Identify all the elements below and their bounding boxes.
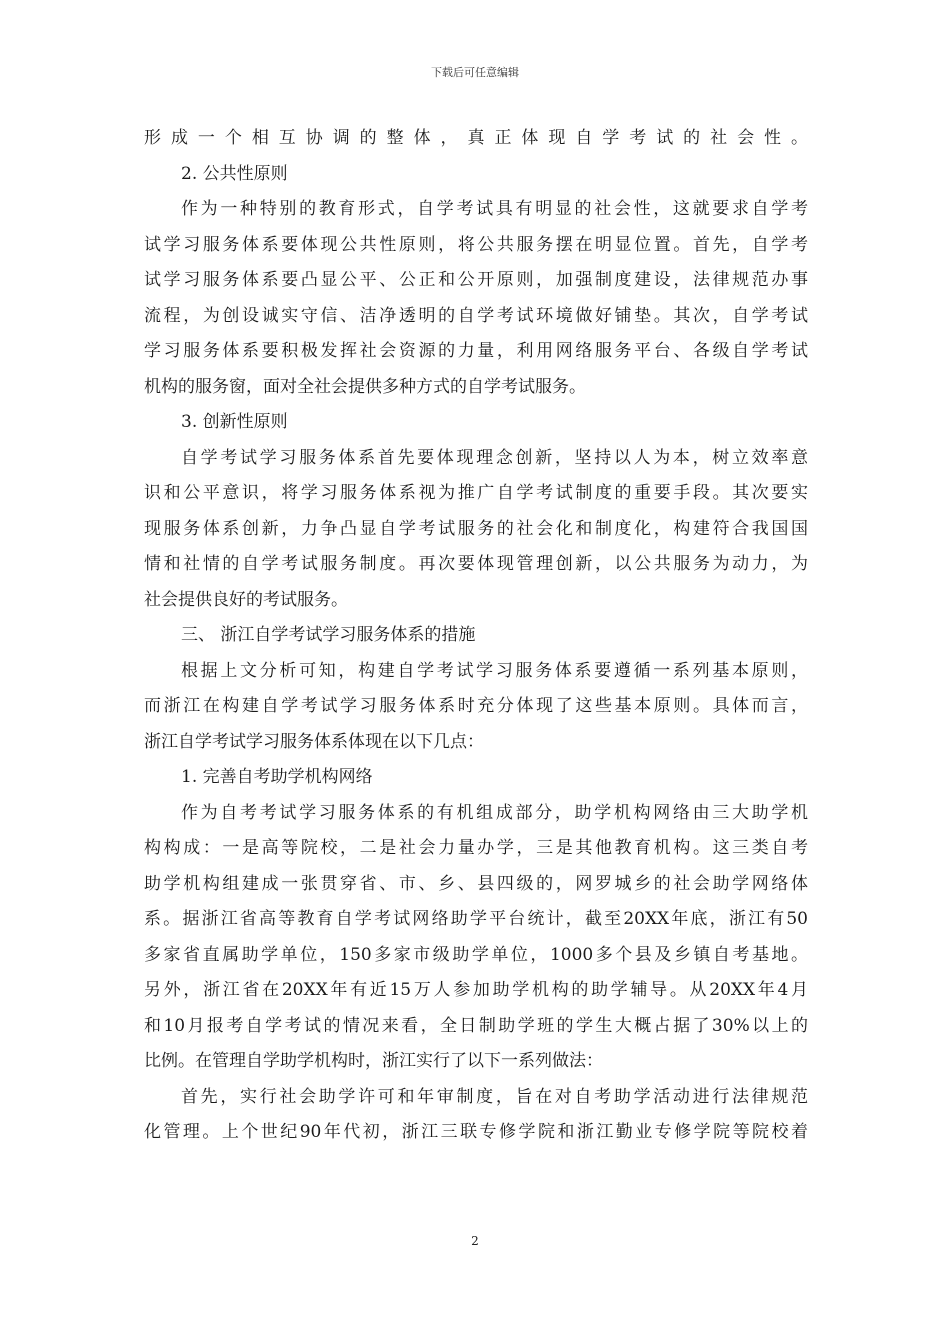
document-body xyxy=(144,121,808,1151)
text-line: 流程，为创设诚实守信、洁净透明的自学考试环境做好铺垫。其次，自学考试 xyxy=(144,305,808,326)
text-line: 和10月报考自学考试的情况来看，全日制助学班的学生大概占据了30%以上的 xyxy=(144,1015,808,1036)
text-line: 浙江自学考试学习服务体系体现在以下几点： xyxy=(144,731,484,752)
page-header-note: 下载后可任意编辑 xyxy=(431,66,519,79)
text-line: 自学考试学习服务体系首先要体现理念创新，坚持以人为本，树立效率意 xyxy=(181,447,808,468)
text-line: 多家省直属助学单位，150多家市级助学单位，1000多个县及乡镇自考基地。 xyxy=(144,944,808,965)
section-heading: 3. 创新性原则 xyxy=(181,412,288,432)
text-line: 试学习服务体系要体现公共性原则，将公共服务摆在明显位置。首先，自学考 xyxy=(144,234,808,255)
text-line: 化管理。上个世纪90年代初，浙江三联专修学院和浙江勤业专修学院等院校着 xyxy=(144,1122,808,1142)
text-line: 构构成：一是高等院校，二是社会力量办学，三是其他教育机构。这三类自考 xyxy=(144,838,808,858)
text-line: 作为自考考试学习服务体系的有机组成部分，助学机构网络由三大助学机 xyxy=(181,802,808,823)
text-line: 比例。在管理自学助学机构时，浙江实行了以下一系列做法： xyxy=(144,1051,603,1071)
text-line: 社会提供良好的考试服务。 xyxy=(144,589,348,610)
text-line: 系。据浙江省高等教育自学考试网络助学平台统计，截至20XX年底，浙江有50 xyxy=(144,909,808,929)
text-line: 另外，浙江省在20XX年有近15万人参加助学机构的助学辅导。从20XX年4月 xyxy=(144,980,808,1000)
text-line: 试学习服务体系要凸显公平、公正和公开原则，加强制度建设，法律规范办事 xyxy=(144,270,808,290)
text-line: 而浙江在构建自学考试学习服务体系时充分体现了这些基本原则。具体而言， xyxy=(144,696,808,716)
page-number: 2 xyxy=(471,1234,479,1248)
text-line: 助学机构组建成一张贯穿省、市、乡、县四级的，网罗城乡的社会助学网络体 xyxy=(144,873,808,894)
text-line: 作为一种特别的教育形式，自学考试具有明显的社会性，这就要求自学考 xyxy=(181,199,808,219)
text-line: 首先，实行社会助学许可和年审制度，旨在对自考助学活动进行法律规范 xyxy=(181,1086,808,1107)
text-line: 现服务体系创新，力争凸显自学考试服务的社会化和制度化，构建符合我国国 xyxy=(144,518,808,539)
section-heading: 三、 浙江自学考试学习服务体系的措施 xyxy=(181,625,476,645)
section-heading: 2. 公共性原则 xyxy=(181,163,288,184)
text-line: 机构的服务窗，面对全社会提供多种方式的自学考试服务。 xyxy=(144,376,586,397)
text-line: 情和社情的自学考试服务制度。再次要体现管理创新，以公共服务为动力，为 xyxy=(144,554,808,574)
text-line: 形成一个相互协调的整体，真正体现自学考试的社会性。 xyxy=(144,128,808,148)
section-heading: 1. 完善自考助学机构网络 xyxy=(181,767,373,787)
text-line: 学习服务体系要积极发挥社会资源的力量，利用网络服务平台、各级自学考试 xyxy=(144,341,808,361)
text-line: 根据上文分析可知，构建自学考试学习服务体系要遵循一系列基本原则， xyxy=(181,660,808,681)
text-line: 识和公平意识，将学习服务体系视为推广自学考试制度的重要手段。其次要实 xyxy=(144,483,808,503)
